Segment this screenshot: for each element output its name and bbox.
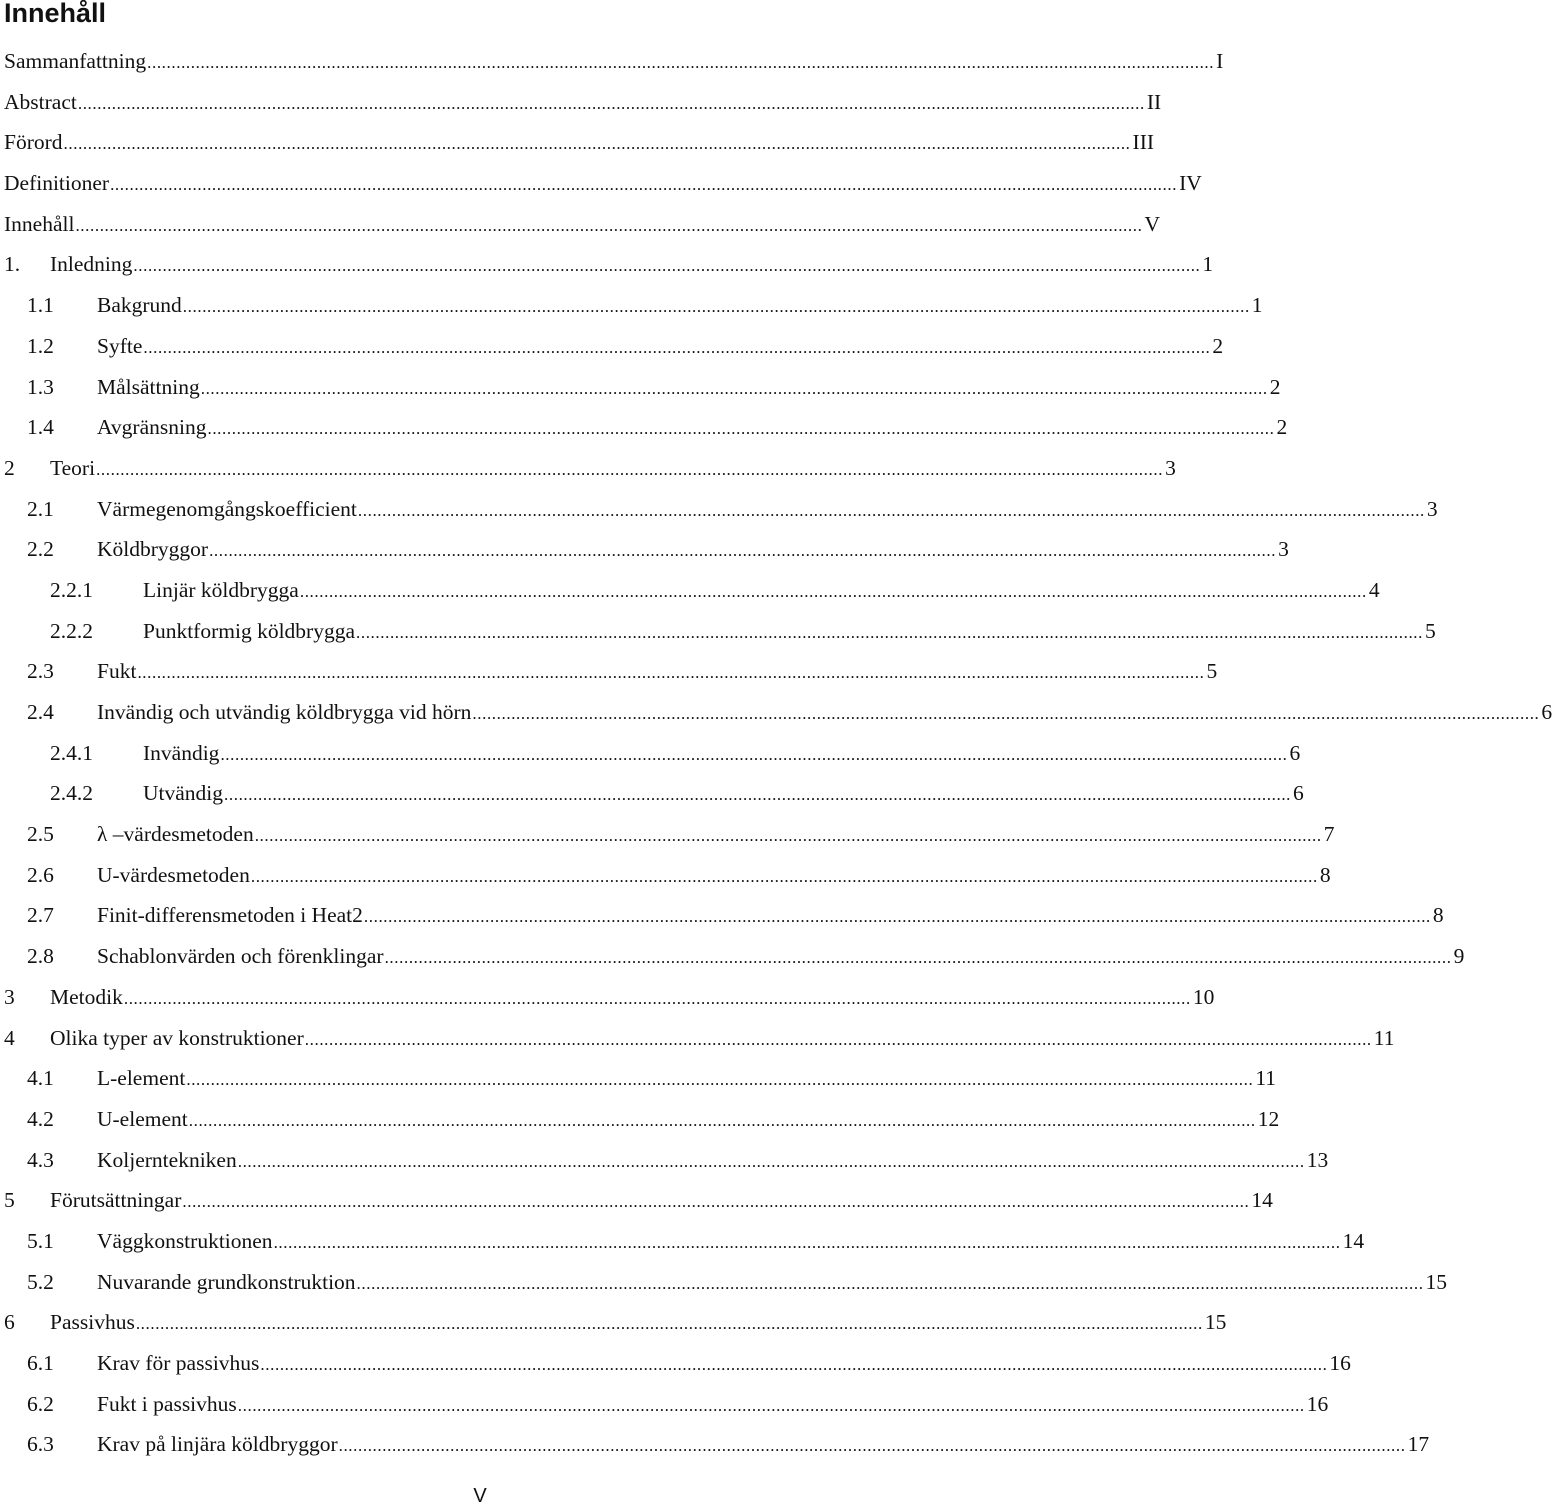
toc-entry-number: 1. (4, 252, 21, 277)
toc-entry-page: 2 (1269, 374, 1281, 399)
dot-leader: ............................................................................................................................................................................................................................ (338, 1436, 1406, 1456)
toc-entry-page: 3 (1426, 496, 1438, 521)
toc-entry-page: 2 (1212, 333, 1224, 358)
toc-entry-title: Metodik (50, 984, 123, 1009)
toc-entry-abstract[interactable] (0, 82, 1162, 123)
toc-entry-page: 1 (1251, 293, 1263, 318)
dot-leader: ............................................................................................................................................................................................................................ (182, 1192, 1250, 1212)
toc-entry-number: 5.2 (27, 1269, 54, 1294)
toc-entry-2-4-2[interactable] (0, 773, 1304, 814)
toc-entry-1-1[interactable] (0, 285, 1263, 326)
toc-entry-title: Invändig och utvändig köldbrygga vid hörn (97, 700, 472, 724)
toc-entry-page: 14 (1251, 1188, 1273, 1213)
toc-entry-page: III (1132, 130, 1155, 155)
toc-entry-page: IV (1179, 171, 1202, 196)
toc-entry-4[interactable] (0, 1018, 1395, 1059)
toc-entry-number: 4.1 (27, 1066, 54, 1091)
dot-leader: ............................................................................................................................................................................................................................ (254, 826, 1322, 846)
toc-entry-page: 5 (1206, 659, 1218, 684)
dot-leader: ............................................................................................................................................................................................................................ (147, 53, 1215, 72)
toc-entry-number: 2.2.2 (50, 618, 93, 643)
toc-entry-2-4[interactable] (0, 692, 1552, 733)
toc-entry-2-1[interactable] (0, 489, 1438, 530)
dot-leader: ............................................................................................................................................................................................................................ (200, 378, 1268, 398)
toc-entry-2-6[interactable] (0, 855, 1331, 896)
toc-entry-number: 2 (4, 455, 15, 480)
dot-leader: ............................................................................................................................................................................................................................ (273, 1232, 1341, 1252)
toc-entry-title: λ –värdesmetoden (97, 822, 254, 847)
toc-entry-title: L-element (97, 1066, 186, 1091)
toc-entry-number: 2.7 (27, 903, 54, 928)
dot-leader: ............................................................................................................................................................................................................................ (237, 1395, 1305, 1415)
toc-entry-number: 2.2.1 (50, 577, 93, 602)
toc-entry-number: 3 (4, 984, 15, 1009)
toc-entry-title: Bakgrund (97, 293, 182, 318)
toc-entry-page: 17 (1407, 1432, 1430, 1457)
toc-entry-2-2-1[interactable] (0, 570, 1380, 611)
toc-entry-page: 7 (1323, 822, 1335, 847)
toc-entry-title: Avgränsning (97, 415, 207, 440)
toc-entry-title: Koljerntekniken (97, 1147, 237, 1172)
toc-entry-page: 6 (1541, 700, 1552, 724)
toc-entry-6[interactable] (0, 1302, 1227, 1343)
dot-leader: ............................................................................................................................................................................................................................ (207, 419, 1275, 439)
toc-entry-page: 11 (1255, 1066, 1277, 1091)
toc-entry-number: 2.6 (27, 862, 54, 887)
dot-leader: ............................................................................................................................................................................................................................ (75, 215, 1143, 235)
toc-entry-title: Målsättning (97, 374, 200, 399)
toc-entry-title: Nuvarande grundkonstruktion (97, 1269, 356, 1294)
toc-entry-sammanfattning[interactable] (0, 41, 1224, 82)
toc-entry-title: Innehåll (4, 211, 75, 236)
page-number: V (473, 1485, 487, 1507)
toc-entry-title: Fukt (97, 659, 137, 684)
toc-entry-title: Olika typer av konstruktioner (50, 1025, 304, 1050)
toc-entry-title: Krav på linjära köldbryggor (97, 1432, 338, 1457)
toc-entry-2-8[interactable] (0, 936, 1465, 977)
toc-entry-6-1[interactable] (0, 1343, 1351, 1384)
toc-entry-page: 15 (1425, 1269, 1448, 1294)
toc-entry-1-3[interactable] (0, 367, 1281, 408)
toc-entry-2-2-2[interactable] (0, 611, 1436, 652)
toc-entry-number: 2.3 (27, 659, 54, 684)
dot-leader: ............................................................................................................................................................................................................................ (237, 1151, 1305, 1171)
toc-entry-page: 1 (1202, 252, 1214, 277)
toc-entry-3[interactable] (0, 977, 1215, 1018)
dot-leader: ............................................................................................................................................................................................................................ (356, 1273, 1424, 1293)
toc-entry-number: 4.2 (27, 1106, 54, 1131)
toc-entry-title: Krav för passivhus (97, 1351, 260, 1375)
toc-entry-1-2[interactable] (0, 326, 1224, 367)
toc-entry-number: 5.1 (27, 1228, 54, 1253)
toc-heading: Innehåll (4, 0, 107, 28)
toc-entry-page: 10 (1192, 984, 1215, 1009)
toc-entry-title: Abstract (4, 89, 77, 114)
toc-entry-6-3[interactable] (0, 1424, 1430, 1465)
toc-entry-title: Väggkonstruktionen (97, 1228, 273, 1253)
toc-entry-page: 2 (1276, 415, 1288, 440)
dot-leader: ............................................................................................................................................................................................................................ (260, 1355, 1328, 1374)
toc-entry-4-1[interactable] (0, 1058, 1277, 1099)
toc-entry-title: Förord (4, 130, 63, 155)
toc-entry-title: Sammanfattning (4, 49, 147, 73)
toc-entry-number: 6.1 (27, 1351, 54, 1375)
toc-entry-title: Värmegenomgångskoefficient (97, 496, 357, 521)
toc-entry-title: Utvändig (143, 781, 224, 806)
toc-entry-2-3[interactable] (0, 651, 1218, 692)
dot-leader: ............................................................................................................................................................................................................................ (182, 297, 1250, 317)
toc-entry-title: Fukt i passivhus (97, 1391, 237, 1416)
toc-entry-title: Linjär köldbrygga (143, 577, 299, 602)
toc-entry-title: Passivhus (50, 1310, 135, 1335)
dot-leader: ............................................................................................................................................................................................................................ (188, 1110, 1256, 1130)
toc-entry-2-7[interactable] (0, 895, 1444, 936)
toc-entry-5-2[interactable] (0, 1262, 1448, 1303)
toc-entry-number: 2.8 (27, 944, 54, 969)
toc-entry-1[interactable] (0, 244, 1214, 285)
dot-leader: ............................................................................................................................................................................................................................ (186, 1070, 1254, 1090)
toc-entry-number: 2.4.2 (50, 781, 93, 806)
toc-entry-title: Finit-differensmetoden i Heat2 (97, 903, 363, 928)
dot-leader: ............................................................................................................................................................................................................................ (209, 541, 1277, 561)
dot-leader: ............................................................................................................................................................................................................................ (135, 1314, 1203, 1334)
dot-leader: ............................................................................................................................................................................................................................ (123, 988, 1191, 1008)
dot-leader: ............................................................................................................................................................................................................................ (110, 175, 1178, 195)
toc-entry-5[interactable] (0, 1180, 1273, 1221)
toc-entry-page: 12 (1257, 1106, 1280, 1131)
toc-entry-number: 1.2 (27, 333, 54, 358)
dot-leader: ............................................................................................................................................................................................................................ (250, 866, 1318, 886)
toc-entry-definitioner[interactable] (0, 163, 1202, 204)
dot-leader: ............................................................................................................................................................................................................................ (137, 663, 1205, 683)
toc-entry-title: Syfte (97, 333, 143, 358)
dot-leader: ............................................................................................................................................................................................................................ (63, 134, 1131, 154)
toc-entry-page: 6 (1289, 740, 1301, 765)
dot-leader: ............................................................................................................................................................................................................................ (224, 785, 1292, 805)
toc-entry-number: 2.1 (27, 496, 54, 521)
toc-entry-forord[interactable] (0, 122, 1155, 163)
dot-leader: ............................................................................................................................................................................................................................ (363, 907, 1431, 927)
toc-entry-number: 4.3 (27, 1147, 54, 1172)
toc-entry-title: Köldbryggor (97, 537, 209, 562)
toc-entry-number: 1.4 (27, 415, 54, 440)
toc-entry-title: Punktformig köldbrygga (143, 618, 355, 643)
toc-entry-number: 1.1 (27, 293, 54, 318)
toc-entry-page: 9 (1453, 944, 1465, 969)
toc-entry-number: 4 (4, 1025, 15, 1050)
toc-entry-page: 3 (1278, 537, 1289, 562)
toc-entry-number: 2.5 (27, 822, 54, 847)
toc-entry-1-4[interactable] (0, 407, 1288, 448)
dot-leader: ............................................................................................................................................................................................................................ (96, 459, 1164, 479)
toc-entry-page: I (1216, 49, 1224, 73)
toc-entry-page: 16 (1306, 1391, 1329, 1416)
toc-entry-number: 2.2 (27, 537, 54, 562)
toc-entry-5-1[interactable] (0, 1221, 1365, 1262)
toc-entry-title: Teori (50, 455, 96, 480)
toc-entry-6-2[interactable] (0, 1384, 1329, 1425)
toc-entry-innehall[interactable] (0, 204, 1160, 245)
dot-leader: ............................................................................................................................................................................................................................ (299, 581, 1367, 601)
toc-entry-number: 2.4 (27, 700, 54, 724)
toc-entry-number: 6.3 (27, 1432, 54, 1457)
dot-leader: ............................................................................................................................................................................................................................ (220, 744, 1288, 764)
toc-entry-page: 14 (1342, 1228, 1365, 1253)
toc-entry-page: 8 (1432, 903, 1444, 928)
toc-entry-number: 2.4.1 (50, 740, 93, 765)
dot-leader: ............................................................................................................................................................................................................................ (143, 337, 1211, 357)
dot-leader: ............................................................................................................................................................................................................................ (133, 256, 1201, 276)
toc-entry-page: 15 (1204, 1310, 1227, 1335)
dot-leader: ............................................................................................................................................................................................................................ (356, 622, 1423, 642)
toc-entry-2-5[interactable] (0, 814, 1335, 855)
toc-entry-page: 8 (1319, 862, 1331, 887)
toc-entry-page: II (1146, 89, 1162, 114)
dot-leader: ............................................................................................................................................................................................................................ (472, 704, 1540, 723)
toc-entry-page: 3 (1165, 455, 1176, 480)
dot-leader: ............................................................................................................................................................................................................................ (77, 93, 1145, 113)
toc-entry-title: U-element (97, 1106, 188, 1131)
toc-entry-page: 6 (1293, 781, 1304, 806)
toc-entry-number: 5 (4, 1188, 15, 1213)
toc-entry-page: V (1144, 211, 1160, 236)
table-of-contents (0, 41, 1552, 1465)
toc-entry-2-4-1[interactable] (0, 733, 1301, 774)
toc-entry-page: 16 (1329, 1351, 1351, 1375)
toc-entry-number: 6.2 (27, 1391, 54, 1416)
toc-entry-4-2[interactable] (0, 1099, 1280, 1140)
toc-entry-title: U-värdesmetoden (97, 862, 250, 887)
toc-entry-number: 6 (4, 1310, 15, 1335)
toc-entry-title: Schablonvärden och förenklingar (97, 944, 384, 969)
toc-entry-title: Inledning (50, 252, 133, 277)
dot-leader: ............................................................................................................................................................................................................................ (357, 500, 1425, 520)
toc-entry-title: Förutsättningar (50, 1188, 182, 1213)
toc-entry-4-3[interactable] (0, 1140, 1329, 1181)
toc-entry-title: Definitioner (4, 171, 110, 196)
toc-entry-title: Invändig (143, 740, 220, 765)
dot-leader: ............................................................................................................................................................................................................................ (384, 948, 1452, 968)
toc-entry-2[interactable] (0, 448, 1176, 489)
toc-entry-number: 1.3 (27, 374, 54, 399)
toc-entry-page: 13 (1306, 1147, 1329, 1172)
toc-entry-page: 5 (1425, 618, 1436, 643)
toc-entry-page: 4 (1368, 577, 1380, 602)
toc-entry-2-2[interactable] (0, 529, 1289, 570)
dot-leader: ............................................................................................................................................................................................................................ (304, 1029, 1372, 1049)
toc-entry-page: 11 (1373, 1025, 1395, 1050)
